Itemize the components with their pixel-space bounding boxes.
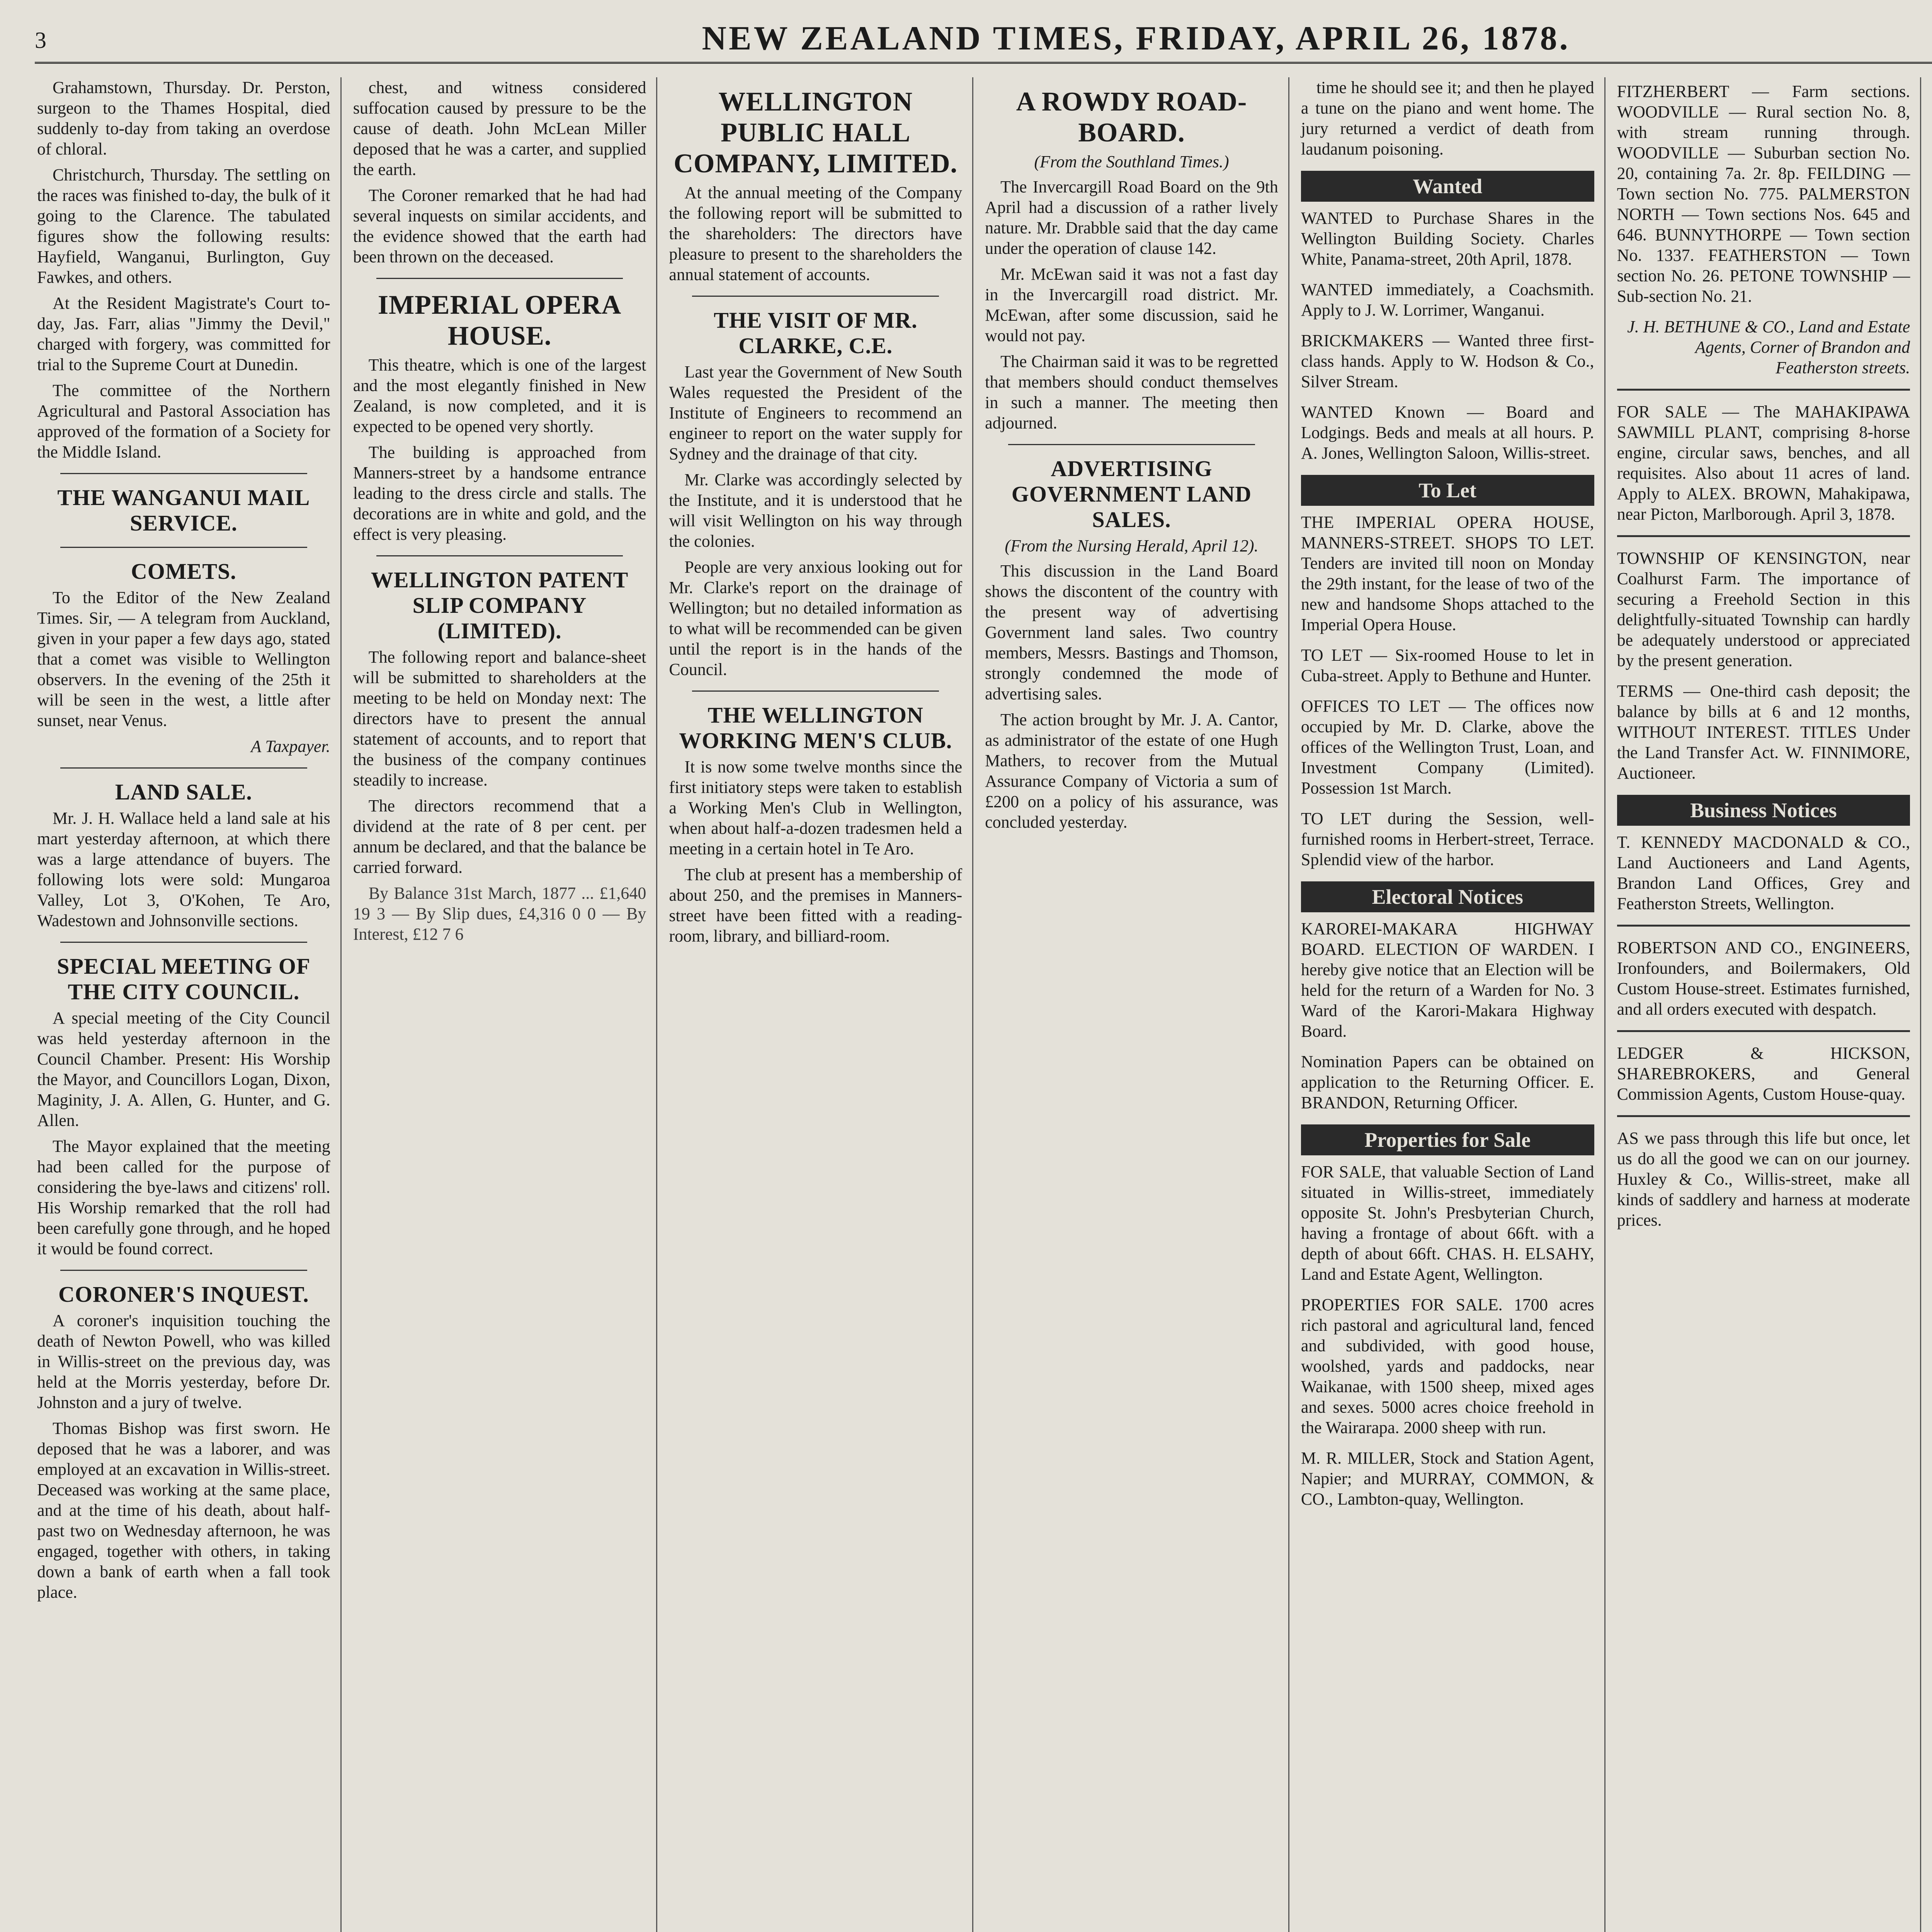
- classified-ad: FOR SALE, that valuable Section of Land situated in Willis-street, immediately opposite St. John's Presbyterian Church, having a frontage of about 66ft. with a depth of about 66ft. CHAS. H. ELSAHY, Land and Estate Agent, Wellington.: [1301, 1162, 1594, 1284]
- article-source: (From the Nursing Herald, April 12).: [1005, 536, 1259, 555]
- divider: [1008, 444, 1255, 445]
- article-body: To the Editor of the New Zealand Times. Sir, — A telegram from Auckland, given in your paper a few days ago, stated that a comet was visible to Wellington observers. In the evening of the 25th it will be seen in the west, a little after sunset, near Venus.: [37, 588, 330, 730]
- classified-ad: Nomination Papers can be obtained on application to the Returning Officer. E. BRANDON, Returning Officer.: [1301, 1052, 1594, 1112]
- article-body: time he should see it; and then he played a tune on the piano and went home. The jury returned a verdict of death from laudanum poisoning.: [1301, 78, 1594, 158]
- article-body: Mr. J. H. Wallace held a land sale at his mart yesterday afternoon, at which there was a large attendance of buyers. The following lots were sold: Mungaroa Valley, Lot 3, O'Kohen, Te Aro, Wadestown and Johnsonville sections.: [37, 809, 330, 930]
- divider: [1617, 1115, 1910, 1117]
- news-item: Christchurch, Thursday. The settling on the races was finished to-day, the bulk of it going to the Clarence. The tabulated figures show the following results: Hayfield, Wanganui, Burlington, Guy Fawkes, and others.: [37, 165, 330, 287]
- balance-sheet: By Balance 31st March, 1877 ... £1,640 19 3 — By Slip dues, £4,316 0 0 — By Interest, £12 7 6: [353, 884, 646, 944]
- article-body: Last year the Government of New South Wales requested the President of the Institute of Engineers to recommend an engineer to report on the water supply for Sydney and the drainage of that city.: [669, 362, 963, 463]
- classified-ad: LEDGER & HICKSON, SHAREBROKERS, and General Commission Agents, Custom House-quay.: [1617, 1044, 1910, 1104]
- column-3: [667, 77, 973, 1932]
- section-heading-properties: Properties for Sale: [1301, 1124, 1594, 1155]
- masthead: [35, 15, 1932, 64]
- divider: [376, 278, 623, 279]
- classified-ad: TOWNSHIP OF KENSINGTON, near Coalhurst Farm. The importance of securing a Freehold Section in this delightfully-situated Township can hardly be adequately understood or appreciated by the present generation.: [1617, 549, 1910, 670]
- divider: [1617, 535, 1910, 537]
- classified-ad: WANTED immediately, a Coachsmith. Apply to J. W. Lorrimer, Wanganui.: [1301, 280, 1594, 320]
- classified-ad: THE IMPERIAL OPERA HOUSE, MANNERS-STREET. SHOPS TO LET. Tenders are invited till noon on Monday the 29th instant, for the lease of two of the new and handsome Shops attached to the Imperial Opera House.: [1301, 513, 1594, 634]
- article-heading: COMETS.: [131, 559, 236, 584]
- article-heading: ADVERTISING GOVERNMENT LAND SALES.: [1011, 456, 1252, 532]
- divider: [1617, 389, 1910, 391]
- article-heading: THE WELLINGTON WORKING MEN'S CLUB.: [679, 702, 952, 753]
- column-5: [1299, 77, 1605, 1932]
- classified-ad: TO LET — Six-roomed House to let in Cuba-street. Apply to Bethune and Hunter.: [1301, 646, 1594, 685]
- article-source: (From the Southland Times.): [1034, 152, 1229, 171]
- column-7: [1930, 77, 1932, 1932]
- article-body: This theatre, which is one of the largest and the most elegantly finished in New Zealand, is now completed, and it is expected to be opened very shortly.: [353, 355, 646, 436]
- article-heading: WELLINGTON PUBLIC HALL COMPANY, LIMITED.: [673, 87, 958, 179]
- article-body: The action brought by Mr. J. A. Cantor, as administrator of the estate of one Hugh Mathers, to recover from the Mutual Assurance Company of Victoria a sum of £200 on a policy of his assurance, was concluded yesterday.: [985, 710, 1278, 832]
- article-body: The building is approached from Manners-street by a handsome entrance leading to the dress circle and stalls. The decorations are in white and gold, and the effect is very pleasing.: [353, 443, 646, 544]
- column-6: [1615, 77, 1922, 1932]
- section-heading-to-let: To Let: [1301, 475, 1594, 506]
- divider: [692, 690, 939, 692]
- classified-ad: BRICKMAKERS — Wanted three first-class hands. Apply to W. Hodson & Co., Silver Stream.: [1301, 331, 1594, 391]
- article-body: This discussion in the Land Board shows the discontent of the country with the present way of advertising Government land sales. Two country members, Messrs. Bastings and Thomson, strongly condemned the mode of advertising sales.: [985, 561, 1278, 703]
- divider: [1617, 1030, 1910, 1032]
- article-heading: LAND SALE.: [115, 779, 252, 804]
- divider: [60, 547, 307, 548]
- signature: J. H. BETHUNE & CO., Land and Estate Agents, Corner of Brandon and Featherston streets.: [1627, 317, 1910, 377]
- article-heading: CORONER'S INQUEST.: [58, 1282, 309, 1307]
- column-4: [983, 77, 1289, 1932]
- classified-ad: OFFICES TO LET — The offices now occupied by Mr. D. Clarke, above the offices of the Wellington Trust, Loan, and Investment Company (Limited). Possession 1st March.: [1301, 697, 1594, 798]
- article-body: The club at present has a membership of about 250, and the premises in Manners-street have been fitted with a reading-room, library, and billiard-room.: [669, 865, 963, 946]
- section-heading-electoral: Electoral Notices: [1301, 881, 1594, 912]
- classified-ad: T. KENNEDY MACDONALD & CO., Land Auctioneers and Land Agents, Brandon Land Offices, Grey and Featherston Streets, Wellington.: [1617, 833, 1910, 913]
- classified-ad: ROBERTSON AND CO., ENGINEERS, Ironfounders, and Boilermakers, Old Custom House-street. Estimates furnished, and all orders executed with despatch.: [1617, 938, 1910, 1019]
- divider: [60, 942, 307, 943]
- article-body: The directors recommend that a dividend at the rate of 8 per cent. per annum be declared, and that the balance be carried forward.: [353, 796, 646, 877]
- news-item: At the Resident Magistrate's Court to-day, Jas. Farr, alias "Jimmy the Devil," charged with forgery, was committed for trial to the Supreme Court at Dunedin.: [37, 294, 330, 374]
- classified-ad: WANTED Known — Board and Lodgings. Beds and meals at all hours. P. A. Jones, Wellington Saloon, Willis-street.: [1301, 403, 1594, 463]
- classified-ad: AS we pass through this life but once, let us do all the good we can on our journey. Huxley & Co., Willis-street, make all kinds of saddlery and harness at moderate prices.: [1617, 1129, 1910, 1230]
- article-body: People are very anxious looking out for Mr. Clarke's report on the drainage of Wellington; but no detailed information as to what will be recommended can be given until the report is in the hands of the Council.: [669, 558, 963, 679]
- divider: [60, 473, 307, 474]
- article-heading: A ROWDY ROAD-BOARD.: [1016, 87, 1247, 148]
- article-body: The Mayor explained that the meeting had been called for the purpose of considering the bye-laws and citizens' roll. His Worship remarked that the roll had been carefully gone through, and he hoped it would be found correct.: [37, 1137, 330, 1258]
- article-body: A coroner's inquisition touching the death of Newton Powell, who was killed in Willis-street on the previous day, was held at the Morris yesterday, before Dr. Johnston and a jury of twelve.: [37, 1311, 330, 1412]
- page-number: 3: [35, 27, 46, 53]
- classified-ad: KAROREI-MAKARA HIGHWAY BOARD. ELECTION OF WARDEN. I hereby give notice that an Election will be held for the return of a Warden for No. 3 Ward of the Karori-Makara Highway Board.: [1301, 919, 1594, 1041]
- article-body: The Chairman said it was to be regretted that members should conduct themselves in such a manner. The meeting then adjourned.: [985, 352, 1278, 432]
- article-body: Mr. Clarke was accordingly selected by the Institute, and it is understood that he will visit Wellington on his way through the colonies.: [669, 470, 963, 551]
- article-body: The following report and balance-sheet will be submitted to shareholders at the meeting to be held on Monday next: The directors have to present the annual statement of accounts, and to report that the business of the company continues steadily to increase.: [353, 648, 646, 789]
- article-heading: THE WANGANUI MAIL SERVICE.: [57, 485, 310, 536]
- column-1: [35, 77, 342, 1932]
- classified-ad: FITZHERBERT — Farm sections. WOODVILLE — Rural section No. 8, with stream running through. WOODVILLE — Suburban section No. 20, containing 7a. 2r. 8p. FEILDING — Town section No. 775. PALMERSTON NORTH — Town sections Nos. 645 and 646. BUNNYTHORPE — Town section No. 1337. FEATHERSTON — Town section No. 26. PETONE TOWNSHIP — Sub-section No. 21.: [1617, 82, 1910, 306]
- divider: [60, 767, 307, 769]
- article-heading: THE VISIT OF MR. CLARKE, C.E.: [714, 308, 918, 358]
- article-body: chest, and witness considered suffocation caused by pressure to be the cause of death. John McLean Miller deposed that he was a carter, and supplied the earth.: [353, 78, 646, 179]
- classified-ad: TERMS — One-third cash deposit; the balance by bills at 6 and 12 months, WITHOUT INTEREST. TITLES Under the Land Transfer Act. W. FINNIMORE, Auctioneer.: [1617, 682, 1910, 782]
- classified-ad: M. R. MILLER, Stock and Station Agent, Napier; and MURRAY, COMMON, & CO., Lambton-quay, Wellington.: [1301, 1449, 1594, 1509]
- column-2: [351, 77, 658, 1932]
- news-item: Grahamstown, Thursday. Dr. Perston, surgeon to the Thames Hospital, died suddenly to-day from taking an overdose of chloral.: [37, 78, 330, 158]
- article-body: The Invercargill Road Board on the 9th April had a discussion of a rather lively nature. Mr. Drabble said that the day came under the operation of clause 142.: [985, 177, 1278, 258]
- divider: [60, 1270, 307, 1271]
- article-body: It is now some twelve months since the first initiatory steps were taken to establish a Working Men's Club in Wellington, when about half-a-dozen tradesmen held a meeting in a certain hotel in Te Aro.: [669, 757, 963, 858]
- article-body: The Coroner remarked that he had had several inquests on similar accidents, and the evidence showed that the earth had been thrown on the deceased.: [353, 186, 646, 266]
- classified-ad: WANTED to Purchase Shares in the Wellington Building Society. Charles White, Panama-street, 20th April, 1878.: [1301, 209, 1594, 269]
- classified-ad: FOR SALE — The MAHAKIPAWA SAWMILL PLANT, comprising 8-horse engine, circular saws, benches, and all requisites. Also about 11 acres of land. Apply to ALEX. BROWN, Mahakipawa, near Picton, Marlborough. April 3, 1878.: [1617, 402, 1910, 524]
- article-body: Mr. McEwan said it was not a fast day in the Invercargill road district. Mr. McEwan, after some discussion, said he would not pay.: [985, 265, 1278, 345]
- article-heading: IMPERIAL OPERA HOUSE.: [378, 290, 622, 351]
- classified-ad: TO LET during the Session, well-furnished rooms in Herbert-street, Terrace. Splendid view of the harbor.: [1301, 809, 1594, 869]
- article-body: At the annual meeting of the Company the following report will be submitted to the shareholders: The directors have pleasure to present to the shareholders the annual statement of accounts.: [669, 183, 963, 284]
- newspaper-title: NEW ZEALAND TIMES, FRIDAY, APRIL 26, 1878.: [702, 20, 1570, 57]
- divider: [1617, 925, 1910, 927]
- news-item: The committee of the Northern Agricultural and Pastoral Association has approved of the formation of a Society for the Middle Island.: [37, 381, 330, 461]
- section-heading-business: Business Notices: [1617, 795, 1910, 826]
- article-heading: SPECIAL MEETING OF THE CITY COUNCIL.: [57, 954, 311, 1004]
- section-heading-wanted: Wanted: [1301, 171, 1594, 202]
- signature: A Taxpayer.: [251, 737, 330, 756]
- columns: [35, 77, 1932, 1932]
- article-heading: WELLINGTON PATENT SLIP COMPANY (LIMITED).: [371, 567, 629, 643]
- divider: [692, 296, 939, 297]
- divider: [376, 555, 623, 556]
- classified-ad: PROPERTIES FOR SALE. 1700 acres rich pastoral and agricultural land, fenced and subdivided, with good house, woolshed, yards and paddocks, near Waikanae, with 1500 sheep, mixed ages and sexes. 5000 acres choice freehold in the Wairarapa. 2000 sheep with run.: [1301, 1295, 1594, 1437]
- article-body: Thomas Bishop was first sworn. He deposed that he was a laborer, and was employed at an excavation in Willis-street. Deceased was working at the same place, and at the time of his death, about half-past two on Wednesday afternoon, he was engaged, together with others, in taking down a bank of earth when a fall took place.: [37, 1419, 330, 1602]
- article-body: A special meeting of the City Council was held yesterday afternoon in the Council Chamber. Present: His Worship the Mayor, and Councillors Logan, Dixon, Maginity, J. A. Allen, G. Hunter, and G. Allen.: [37, 1009, 330, 1130]
